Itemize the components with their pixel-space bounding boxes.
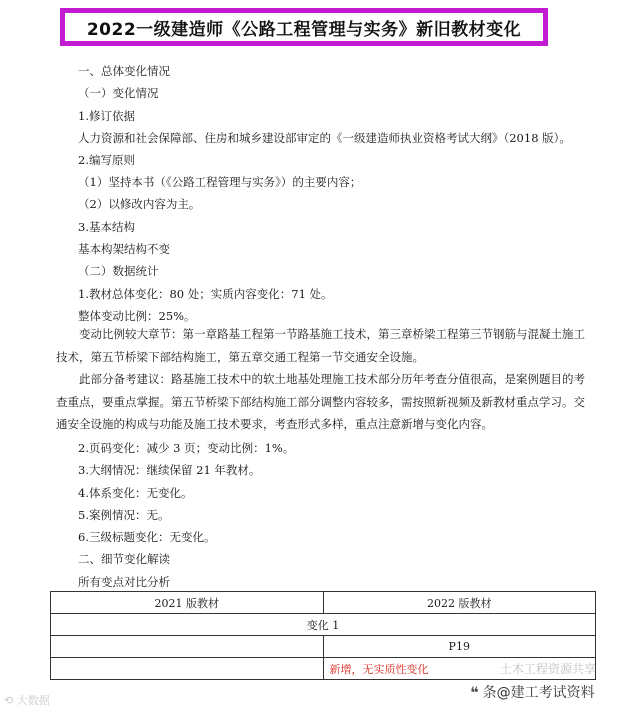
heading-writing-principles: 2.编写原则 (78, 153, 135, 167)
watermark-left: ⟲ 大数据 (4, 694, 50, 707)
toutiao-logo-icon: ❝ (470, 682, 479, 702)
text-total-changes: 1.教材总体变化：80 处；实质内容变化：71 处。 (78, 287, 333, 301)
text-case-status: 5.案例情况：无。 (78, 508, 170, 522)
text-principle-2: （2）以修改内容为主。 (78, 197, 201, 211)
text-study-advice: 此部分备考建议：路基施工技术中的软土地基处理施工技术部分历年考查分值很高，是案例题目的考查重点，要重点掌握。第五节桥梁下部结构施工部分调整内容较多，需按照新视频及新教材重点学习。交通安全设施的构成与功能及施工技术要求，考查形式多样，重点注意新增与变化内容。 (56, 372, 585, 431)
section-heading-overview: 一、总体变化情况 (78, 64, 170, 78)
table-header-2022: 2022 版教材 (323, 592, 596, 614)
text-page-changes: 2.页码变化：减少 3 页；变动比例：1%。 (78, 441, 295, 455)
section-heading-details: 二、细节变化解读 (78, 552, 170, 566)
text-overall-ratio: 整体变动比例：25%。 (78, 309, 196, 323)
table-change-label: 变化 1 (51, 614, 596, 636)
heading-revision-basis: 1.修订依据 (78, 109, 135, 123)
text-major-chapters: 变动比例较大章节：第一章路基工程第一节路基施工技术，第三章桥梁工程第三节钢筋与混凝土施工技术，第五节桥梁下部结构施工，第五章交通工程第一节交通安全设施。 (56, 327, 585, 364)
text-system-changes: 4.体系变化：无变化。 (78, 486, 193, 500)
text-revision-basis: 人力资源和社会保障部、住房和城乡建设部审定的《一级建造师执业资格考试大纲》（2018 版）。 (78, 131, 571, 145)
text-syllabus: 3.大纲情况：继续保留 21 年教材。 (78, 463, 261, 477)
text-principle-1: （1）坚持本书（《公路工程管理与实务》）的主要内容； (78, 175, 362, 189)
table-cell-note: 新增，无实质性变化 (323, 658, 596, 680)
table-row (51, 592, 596, 614)
table-cell-page: P19 (323, 636, 596, 658)
watermark-logo-icon: ⟲ (4, 694, 14, 707)
watermark-background-text: 土木工程资源共享 (500, 662, 597, 676)
document-title: 2022一级建造师《公路工程管理与实务》新旧教材变化 (60, 8, 548, 46)
table-row (51, 636, 596, 658)
text-all-changes-analysis: 所有变点对比分析 (78, 575, 170, 589)
table-row (51, 614, 596, 636)
text-basic-structure: 基本构架结构不变 (78, 242, 170, 256)
watermark-right: ❝ 条@建工考试资料 (470, 682, 595, 702)
text-level3-heading-changes: 6.三级标题变化：无变化。 (78, 530, 216, 544)
heading-basic-structure: 3.基本结构 (78, 220, 135, 234)
table-cell-empty (51, 636, 324, 658)
subsection-heading-statistics: （二）数据统计 (78, 264, 159, 278)
table-cell-empty (51, 658, 324, 680)
subsection-heading-changes: （一）变化情况 (78, 86, 159, 100)
table-header-2021: 2021 版教材 (51, 592, 324, 614)
